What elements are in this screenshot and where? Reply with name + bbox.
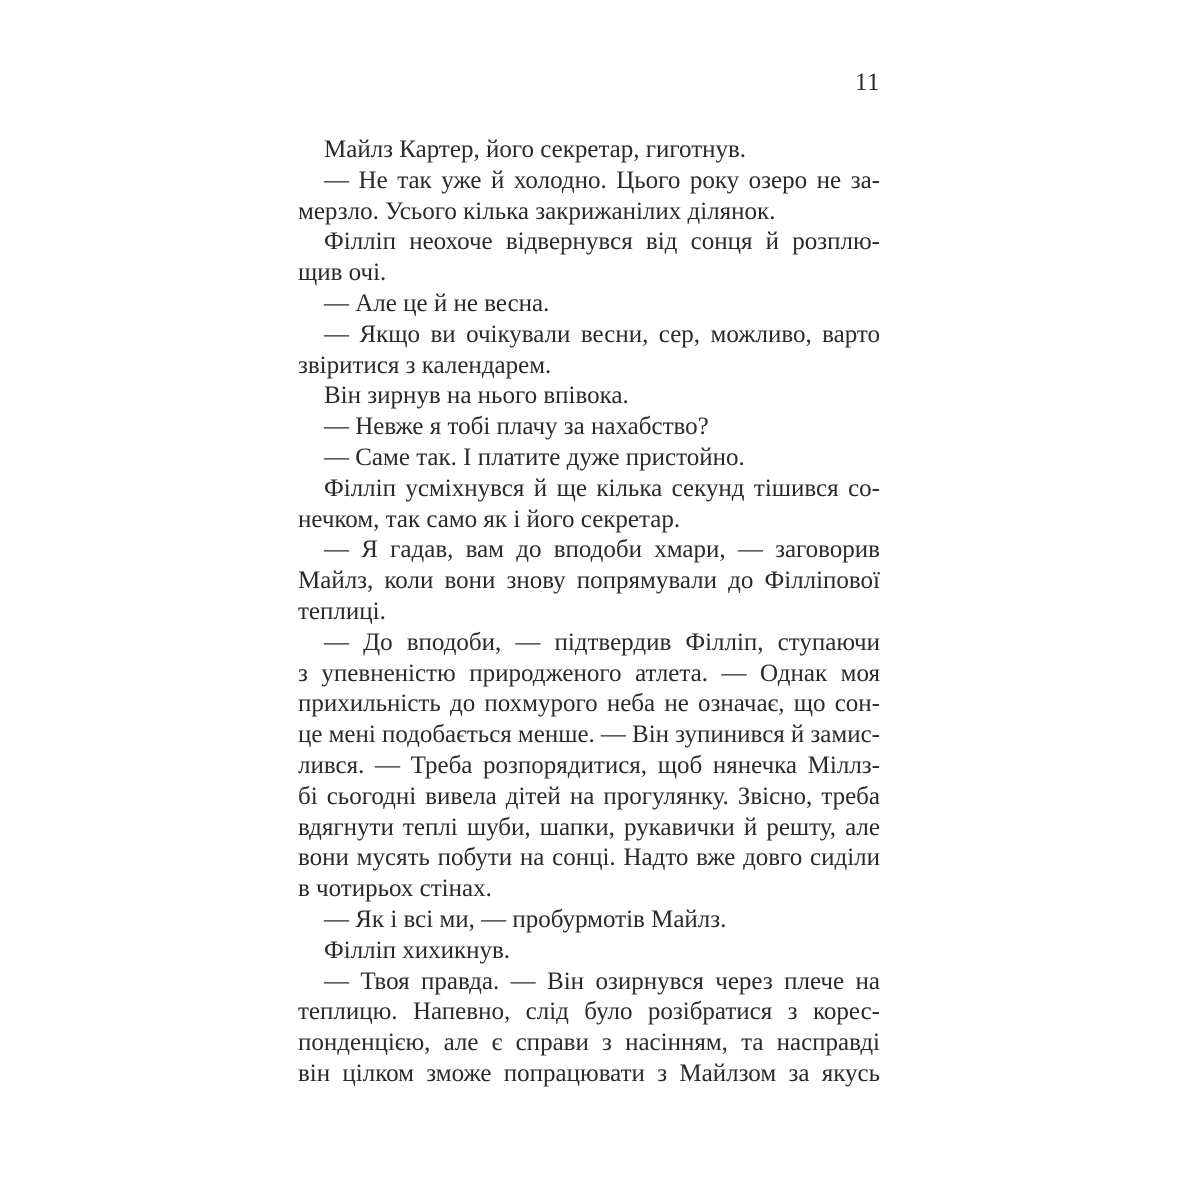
text-line-content: він цілком зможе попрацювати з Майлзом за якусь	[298, 1059, 880, 1087]
text-line	[298, 628, 880, 659]
text-line	[298, 227, 880, 258]
text-line	[298, 782, 880, 813]
text-line-content: нечком, так само як і його секретар.	[298, 505, 681, 533]
text-line	[298, 720, 880, 751]
text-line	[298, 905, 880, 936]
text-line-content: в чотирьох стінах.	[298, 875, 492, 903]
text-line	[298, 936, 880, 967]
text-line-content: — Саме так. І платите дуже пристойно.	[324, 443, 745, 471]
text-line-content: Майлз, коли вони знову попрямували до Філліпової	[298, 567, 880, 595]
text-line	[298, 289, 880, 320]
text-line-content: це мені подобається менше. — Він зупинився й замис-	[298, 721, 880, 749]
text-line	[298, 566, 880, 597]
text-line-content: звіритися з календарем.	[298, 351, 552, 379]
text-line-content: з упевненістю природженого атлета. — Однак моя	[298, 659, 880, 687]
text-line	[298, 412, 880, 443]
text-line	[298, 443, 880, 474]
text-line	[298, 320, 880, 351]
text-line	[298, 197, 880, 228]
text-line	[298, 258, 880, 289]
text-line-content: — Невже я тобі плачу за нахабство?	[324, 413, 709, 441]
text-line	[298, 351, 880, 382]
text-line-content: — Як і всі ми, — пробурмотів Майлз.	[324, 905, 727, 933]
text-line	[298, 659, 880, 690]
text-line-content: лився. — Треба розпорядитися, щоб нянечка Міллз-	[298, 751, 880, 779]
text-line	[298, 381, 880, 412]
text-line	[298, 505, 880, 536]
text-line	[298, 967, 880, 998]
text-line-content: Він зирнув на нього впівока.	[324, 382, 629, 410]
text-line	[298, 689, 880, 720]
text-line	[298, 597, 880, 628]
text-line	[298, 135, 880, 166]
page-number: 11	[854, 69, 880, 96]
text-line	[298, 751, 880, 782]
text-line-content: Філліп усміхнувся й ще кілька секунд тішився со-	[324, 474, 880, 502]
text-line	[298, 474, 880, 505]
text-line-content: Майлз Картер, його секретар, гиготнув.	[324, 136, 747, 163]
page-body	[298, 135, 880, 1090]
text-line-content: вони мусять побути на сонці. Надто вже довго сиділи	[298, 844, 880, 872]
text-line	[298, 1059, 880, 1090]
text-line	[298, 874, 880, 905]
text-line-content: мерзло. Усього кілька закрижанілих ділянок.	[298, 197, 776, 225]
text-line-content: — Якщо ви очікували весни, сер, можливо, варто	[324, 320, 880, 348]
text-line-content: — Не так уже й холодно. Цього року озеро не за-	[324, 166, 880, 194]
text-line	[298, 843, 880, 874]
text-line	[298, 1028, 880, 1059]
text-line-content: — Але це й не весна.	[324, 289, 550, 317]
text-line-content: — Твоя правда. — Він озирнувся через плече на	[324, 967, 880, 995]
text-line-content: Філліп хихикнув.	[324, 936, 511, 964]
text-line	[298, 166, 880, 197]
text-line-content: понденцією, але є справи з насінням, та насправді	[298, 1029, 880, 1057]
text-line-content: теплицю. Напевно, слід було розібратися з корес-	[298, 998, 880, 1026]
text-line-content: вдягнути теплі шуби, шапки, рукавички й решту, але	[298, 813, 880, 841]
text-line-content: теплиці.	[298, 597, 386, 625]
text-line-content: Філліп неохоче відвернувся від сонця й розплю-	[324, 228, 880, 256]
text-line-content: — Я гадав, вам до вподоби хмари, — заговорив	[324, 536, 880, 564]
text-line	[298, 997, 880, 1028]
text-line-content: прихильність до похмурого неба не означає, що сон-	[298, 690, 880, 718]
text-line	[298, 813, 880, 844]
text-line-content: щив очі.	[298, 259, 387, 287]
text-line-content: — До вподоби, — підтвердив Філліп, ступаючи	[324, 628, 880, 656]
text-line	[298, 535, 880, 566]
text-line-content: бі сьогодні вивела дітей на прогулянку. Звісно, треба	[298, 782, 880, 810]
